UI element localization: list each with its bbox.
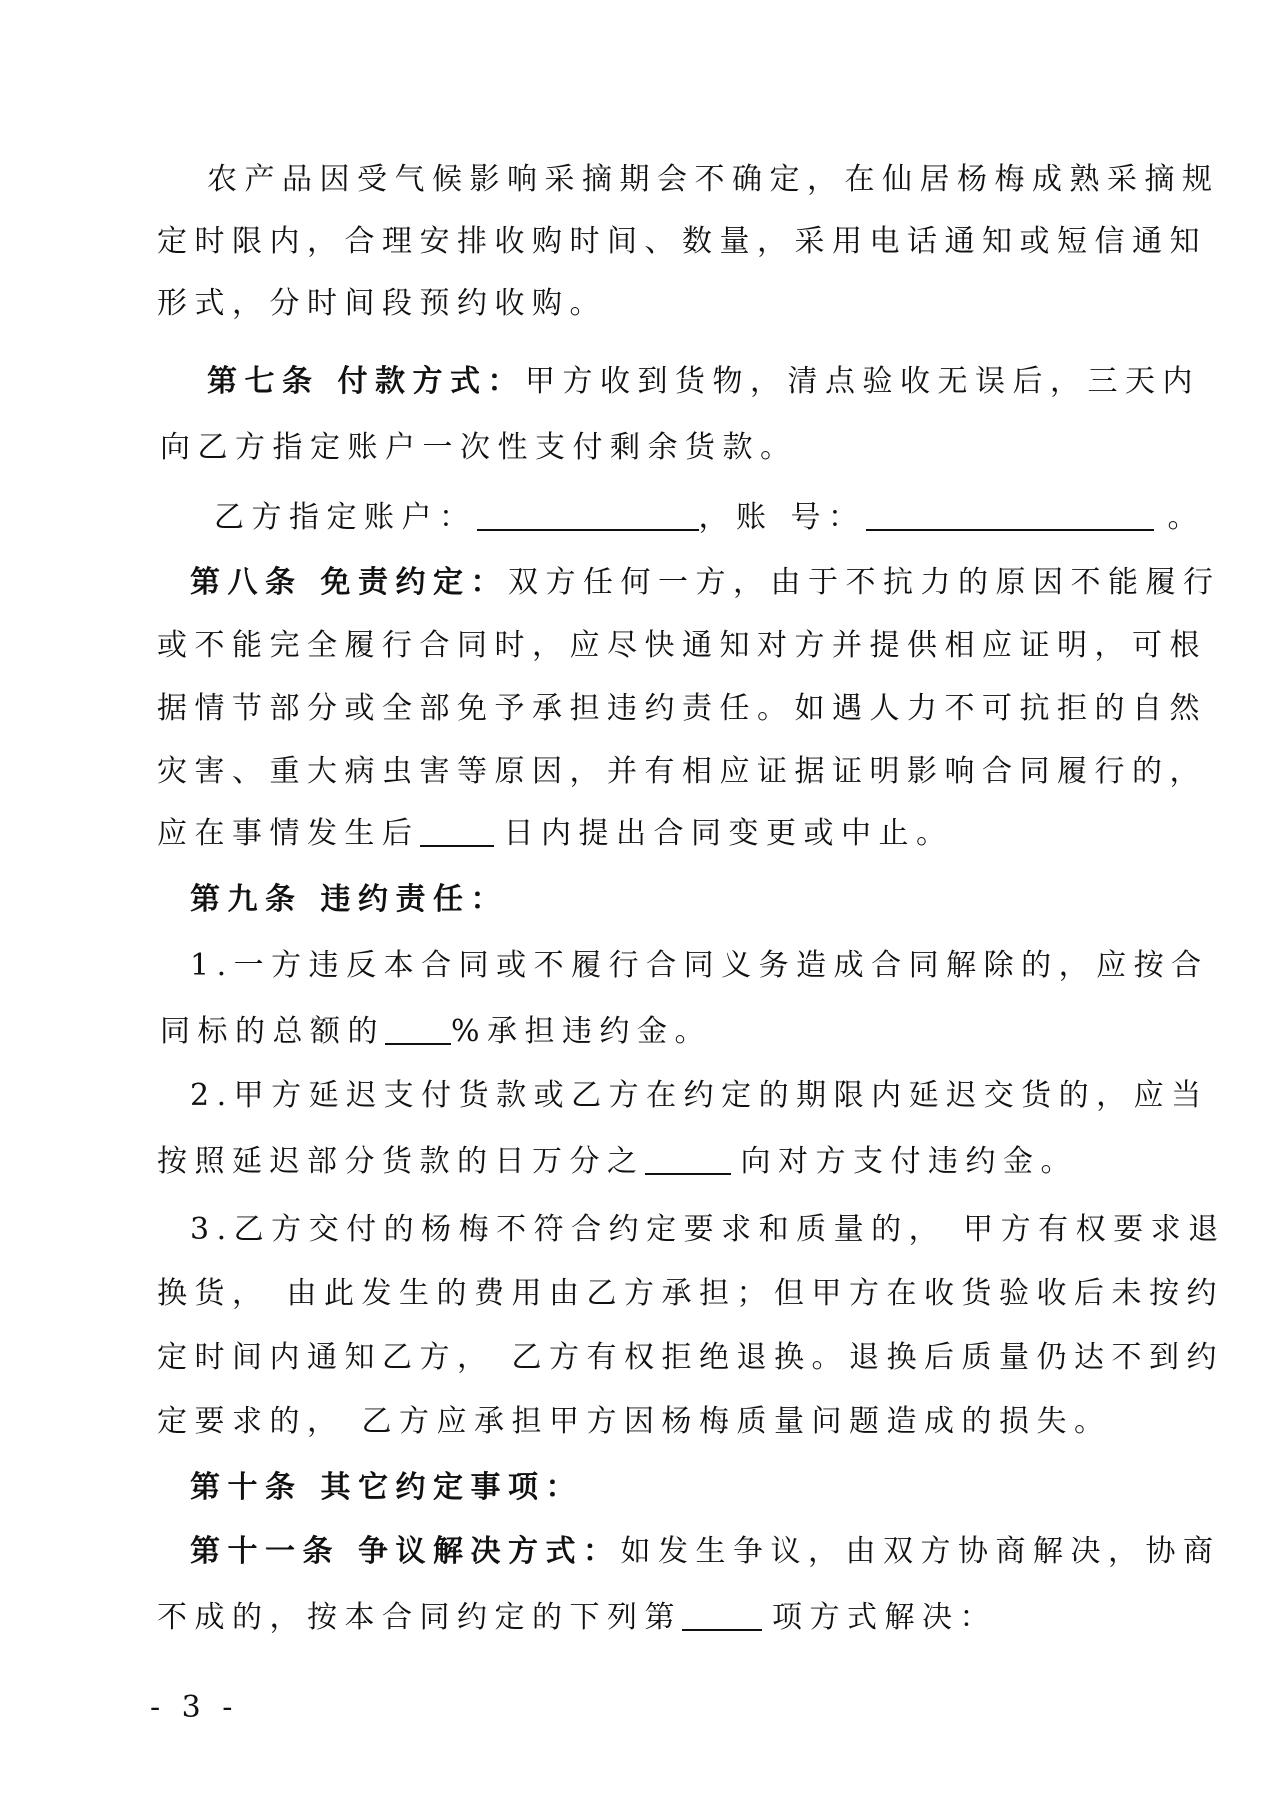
article-7-line-2: 向乙方指定账户一次性支付剩余货款。 bbox=[160, 430, 798, 465]
article-7-line-1 bbox=[207, 362, 1200, 402]
article-11-heading: 第十一条 争议解决方式： bbox=[190, 1534, 621, 1569]
article-9-item-1-line-2-a: 同标的总额的 bbox=[160, 1014, 385, 1049]
article-11-line-2-a: 不成的，按本合同约定的下列第 bbox=[157, 1600, 682, 1635]
article-8-heading: 第八条 免责约定： bbox=[190, 565, 508, 600]
article-9-item-3-line-4: 定要求的， 乙方应承担甲方因杨梅质量问题造成的损失。 bbox=[157, 1404, 1112, 1439]
article-8-line-5 bbox=[157, 814, 1125, 854]
article-7-text: 甲方收到货物，清点验收无误后，三天内 bbox=[524, 364, 1200, 399]
article-8-text: 双方任何一方，由于不抗力的原因不能履行 bbox=[507, 565, 1221, 600]
article-9-item-2-line-2-a: 按照延迟部分货款的日万分之 bbox=[157, 1144, 645, 1179]
account-line-end: 。 bbox=[1167, 500, 1206, 535]
article-9-heading: 第九条 违约责任： bbox=[190, 882, 508, 917]
article-11-line-1 bbox=[190, 1532, 1221, 1572]
article-8-line-1 bbox=[190, 563, 1221, 603]
harvest-para-line-3: 形式，分时间段预约收购。 bbox=[157, 286, 607, 321]
article-11-line-2 bbox=[157, 1598, 1125, 1638]
article-8-line-5-b: 日内提出合同变更或中止。 bbox=[503, 816, 954, 851]
article-8-line-5-a: 应在事情发生后 bbox=[157, 816, 420, 851]
account-name-blank[interactable] bbox=[477, 501, 699, 531]
account-number-label: ，账 号： bbox=[698, 500, 866, 535]
article-9-item-2-line-2-b: 向对方支付违约金。 bbox=[740, 1144, 1078, 1179]
article-9-item-1-line-2 bbox=[160, 1012, 1128, 1052]
account-label: 乙方指定账户： bbox=[214, 500, 477, 535]
daily-rate-blank[interactable] bbox=[645, 1145, 731, 1175]
penalty-percent-blank[interactable] bbox=[385, 1015, 451, 1045]
article-11-text: 如发生争议，由双方协商解决，协商 bbox=[620, 1534, 1221, 1569]
article-8-line-4: 灾害、重大病虫害等原因，并有相应证据证明影响合同履行的， bbox=[157, 754, 1207, 789]
article-7-heading: 第七条 付款方式： bbox=[207, 364, 525, 399]
page-number: - 3 - bbox=[150, 1690, 239, 1725]
article-8-line-2: 或不能完全履行合同时，应尽快通知对方并提供相应证明，可根 bbox=[157, 628, 1207, 663]
harvest-para-line-2: 定时限内，合理安排收购时间、数量，采用电话通知或短信通知 bbox=[157, 224, 1207, 259]
days-blank[interactable] bbox=[420, 817, 494, 847]
article-9-item-1-line-1: 1.一方违反本合同或不履行合同义务造成合同解除的，应按合 bbox=[190, 948, 1209, 983]
article-9-item-2-line-2 bbox=[157, 1142, 1125, 1182]
article-9-item-2-line-1: 2.甲方延迟支付货款或乙方在约定的期限内延迟交货的，应当 bbox=[190, 1078, 1209, 1113]
article-9-item-3-line-2: 换货， 由此发生的费用由乙方承担；但甲方在收货验收后未按约 bbox=[157, 1276, 1225, 1311]
harvest-para-line-1: 农产品因受气候影响采摘期会不确定，在仙居杨梅成熟采摘规 bbox=[207, 162, 1220, 197]
article-9-item-3-line-1: 3.乙方交付的杨梅不符合约定要求和质量的， 甲方有权要求退 bbox=[190, 1212, 1226, 1247]
article-9-item-3-line-3: 定时间内通知乙方， 乙方有权拒绝退换。退换后质量仍达不到约 bbox=[157, 1340, 1225, 1375]
dispute-option-blank[interactable] bbox=[682, 1601, 762, 1631]
article-7-account-line bbox=[214, 498, 1206, 538]
article-10-heading: 第十条 其它约定事项： bbox=[190, 1470, 583, 1505]
article-8-line-3: 据情节部分或全部免予承担违约责任。如遇人力不可抗拒的自然 bbox=[157, 691, 1207, 726]
article-11-line-2-b: 项方式解决： bbox=[772, 1600, 997, 1635]
account-number-blank[interactable] bbox=[866, 501, 1154, 531]
article-9-item-1-line-2-b: %承担违约金。 bbox=[451, 1014, 713, 1049]
